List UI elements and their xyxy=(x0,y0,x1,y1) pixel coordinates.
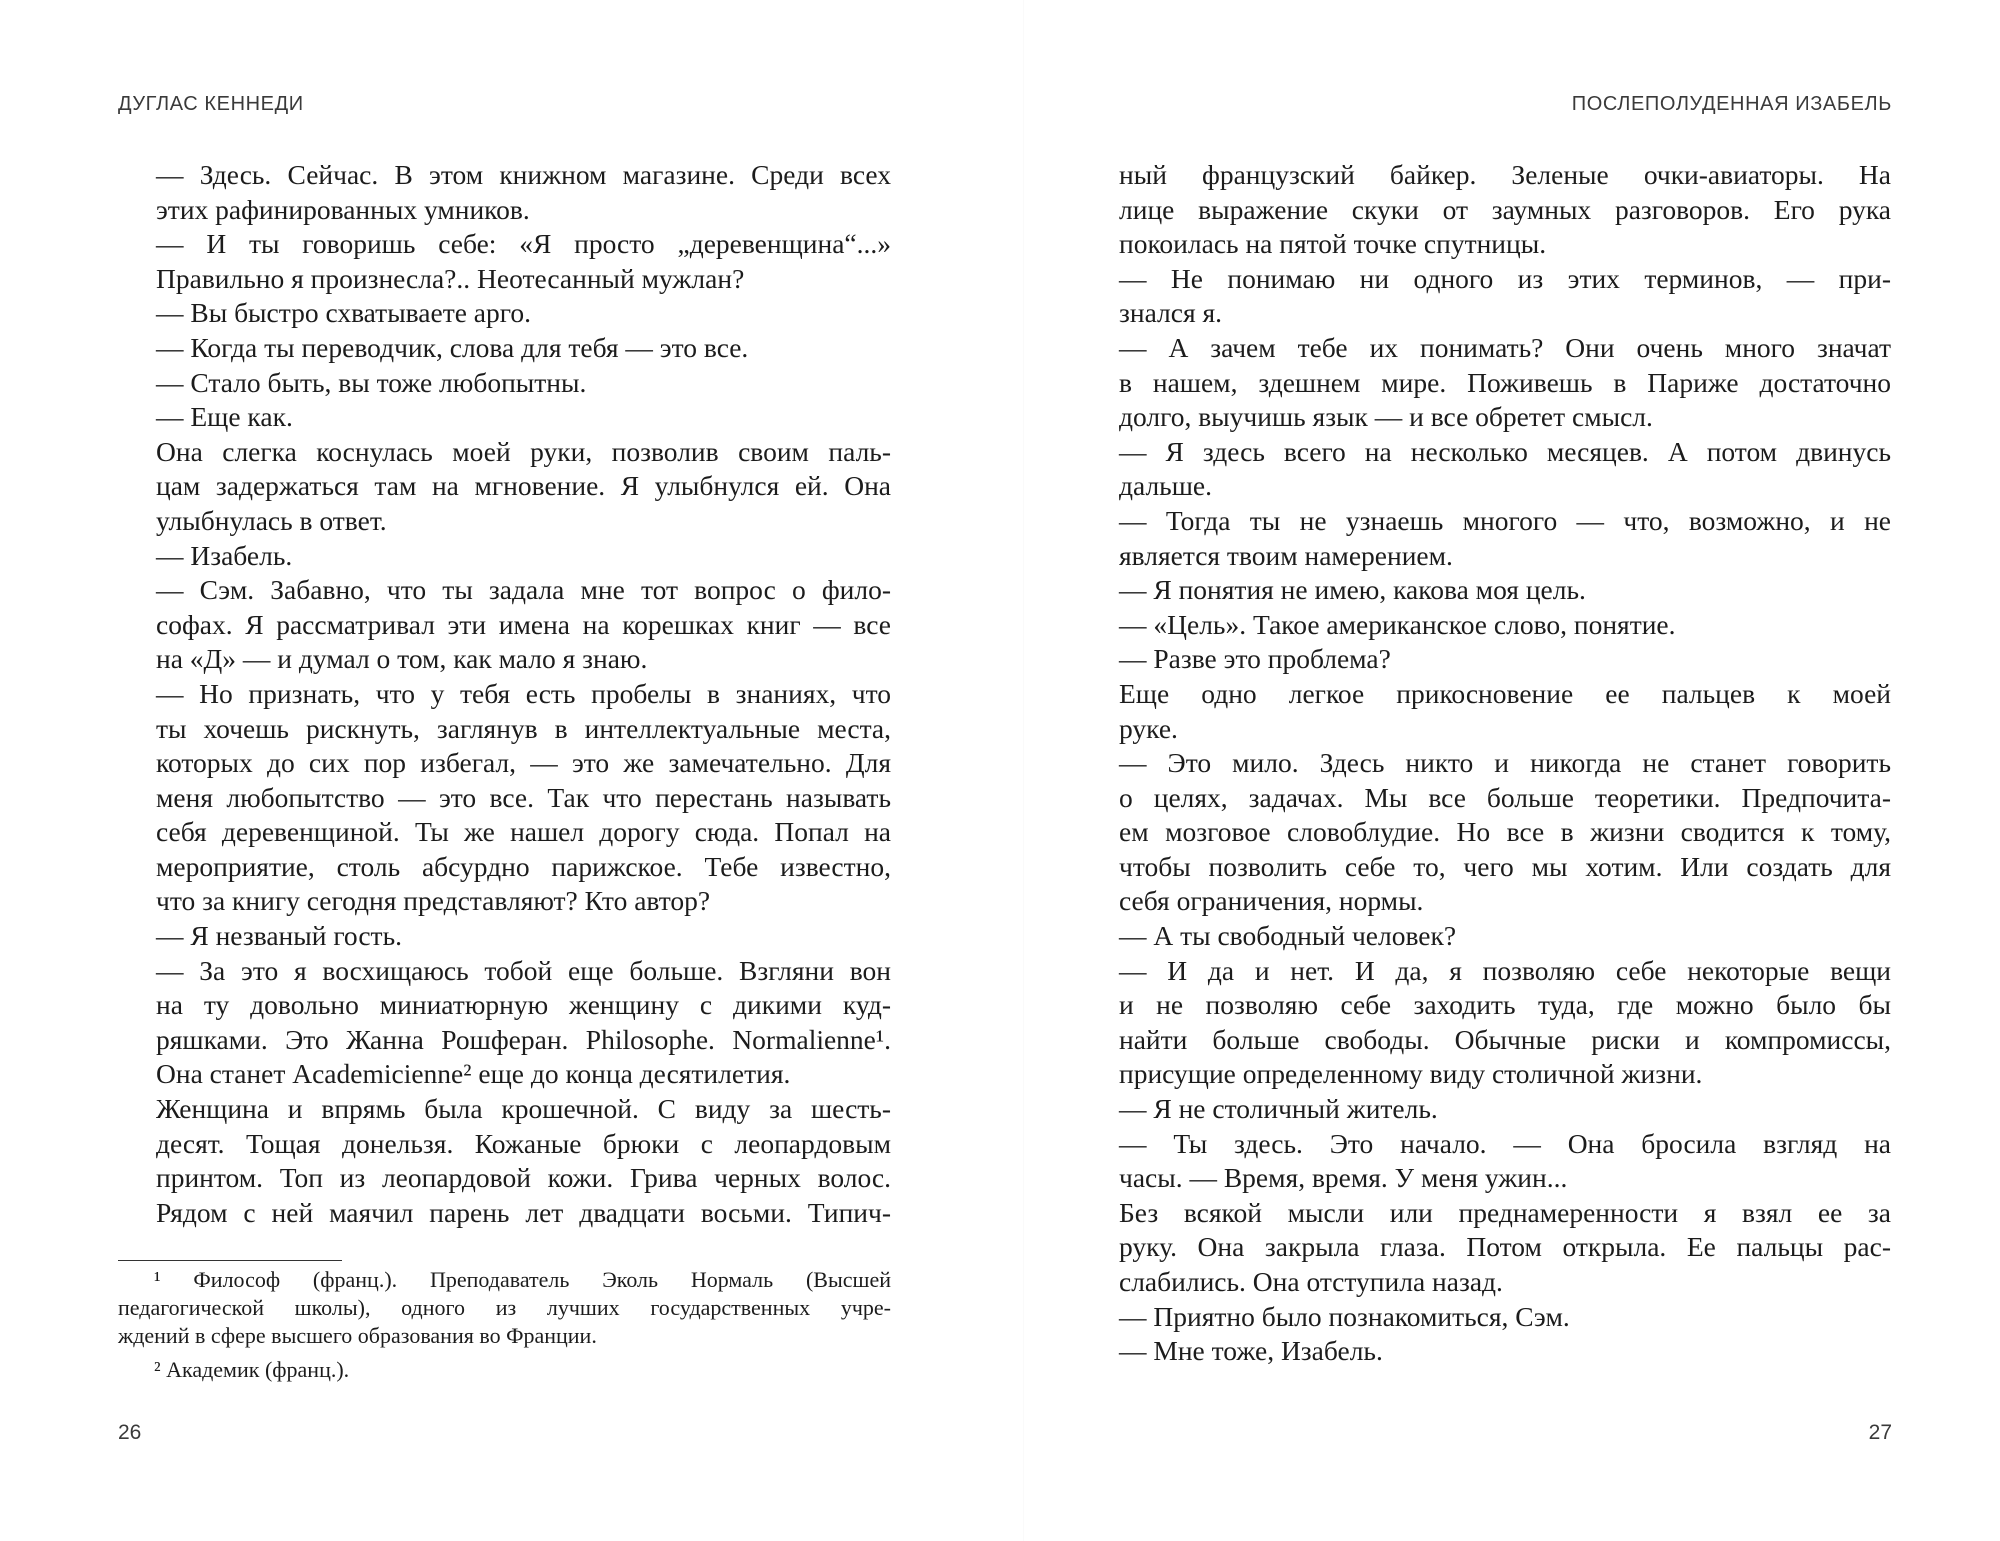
text-line: — Не понимаю ни одного из этих терминов, — при- xyxy=(1119,262,1891,294)
text-line: долго, выучишь язык — и все обретет смысл. xyxy=(1119,401,1653,433)
text-line: — За это я восхищаюсь тобой еще больше. Взгляни вон xyxy=(156,954,891,986)
right-page-body xyxy=(1119,158,1891,1369)
text-line: лице выражение скуки от заумных разговоров. Его рука xyxy=(1119,193,1891,225)
footnotes xyxy=(118,1266,891,1384)
text-line: — Разве это проблема? xyxy=(1119,643,1391,675)
text-line: ный французский байкер. Зеленые очки-авиаторы. На xyxy=(1119,159,1891,190)
text-line: что за книгу сегодня представляют? Кто автор? xyxy=(156,885,711,917)
footnote-rule xyxy=(118,1260,342,1261)
text-line: — Я понятия не имею, какова моя цель. xyxy=(1119,574,1586,606)
text-line: на «Д» — и думал о том, как мало я знаю. xyxy=(156,643,648,675)
text-line: — «Цель». Такое американское слово, понятие. xyxy=(1119,608,1676,640)
text-line: — Я здесь всего на несколько месяцев. А потом двинусь xyxy=(1119,435,1891,467)
text-line: — Еще как. xyxy=(156,401,293,433)
text-line: Женщина и впрямь была крошечной. С виду за шесть- xyxy=(156,1093,891,1125)
page-number-left: 26 xyxy=(118,1421,142,1444)
text-line: — Но признать, что у тебя есть пробелы в знаниях, что xyxy=(156,677,891,709)
text-line: себя ограничения, нормы. xyxy=(1119,885,1424,917)
text-line: и не позволяю себе заходить туда, где можно было бы xyxy=(1119,989,1891,1021)
text-line: цам задержаться там на мгновение. Я улыбнулся ей. Она xyxy=(156,470,891,502)
text-line: Правильно я произнесла?.. Неотесанный мужлан? xyxy=(156,262,745,294)
text-line: принтом. Топ из леопардовой кожи. Грива черных волос. xyxy=(156,1162,891,1194)
running-head-title: ПОСЛЕПОЛУДЕННАЯ ИЗАБЕЛЬ xyxy=(1571,93,1892,115)
text-line: которых до сих пор избегал, — это же замечательно. Для xyxy=(156,747,891,779)
running-head-author: ДУГЛАС КЕННЕДИ xyxy=(118,93,304,115)
text-line: — Сэм. Забавно, что ты задала мне тот вопрос о фило- xyxy=(156,574,891,606)
text-line: Она слегка коснулась моей руки, позволив своим паль- xyxy=(156,435,891,467)
text-line: — Вы быстро схватываете арго. xyxy=(156,297,531,329)
text-line: часы. — Время, время. У меня ужин... xyxy=(1119,1162,1568,1194)
footnote-line: ² Академик (франц.). xyxy=(154,1357,350,1382)
text-line: этих рафинированных умников. xyxy=(156,193,530,225)
left-page-body xyxy=(156,158,891,1230)
text-line: — Я не столичный житель. xyxy=(1119,1093,1438,1125)
footnote-line: педагогической школы), одного из лучших государственных учре- xyxy=(118,1295,891,1320)
text-line: слабились. Она отступила назад. xyxy=(1119,1266,1503,1297)
text-line: — Ты здесь. Это начало. — Она бросила взгляд на xyxy=(1119,1127,1891,1159)
text-line: меня любопытство — это все. Так что перестань называть xyxy=(156,781,891,813)
text-line: ем мозговое словоблудие. Но все в жизни сводится к тому, xyxy=(1119,816,1891,848)
text-line: — Приятно было познакомиться, Сэм. xyxy=(1119,1300,1570,1332)
text-line: в нашем, здешнем мире. Поживешь в Париже достаточно xyxy=(1119,366,1891,398)
text-line: руке. xyxy=(1119,712,1178,744)
text-line: — Мне тоже, Изабель. xyxy=(1119,1335,1383,1367)
text-line: чтобы позволить себе то, чего мы хотим. Или создать для xyxy=(1119,850,1891,882)
text-line: знался я. xyxy=(1119,297,1223,329)
text-line: — Когда ты переводчик, слова для тебя — это все. xyxy=(156,331,749,363)
text-line: себя деревенщиной. Ты же нашел дорогу сюда. Попал на xyxy=(156,816,891,848)
text-line: присущие определенному виду столичной жизни. xyxy=(1119,1058,1703,1090)
text-line: — Здесь. Сейчас. В этом книжном магазине. Среди всех xyxy=(156,159,891,190)
text-line: — Это мило. Здесь никто и никогда не станет говорить xyxy=(1119,747,1891,779)
text-line: покоилась на пятой точке спутницы. xyxy=(1119,228,1547,260)
page-number-right: 27 xyxy=(1868,1421,1892,1444)
text-line: — Стало быть, вы тоже любопытны. xyxy=(156,366,587,398)
text-line: мероприятие, столь абсурдно парижское. Тебе известно, xyxy=(156,850,891,882)
text-line: — А зачем тебе их понимать? Они очень много значат xyxy=(1119,331,1891,363)
text-line: руку. Она закрыла глаза. Потом открыла. Ее пальцы рас- xyxy=(1119,1231,1891,1263)
text-line: является твоим намерением. xyxy=(1119,539,1453,571)
text-line: — Я незваный гость. xyxy=(156,920,402,952)
text-line: Без всякой мысли или преднамеренности я взял ее за xyxy=(1119,1196,1891,1228)
text-line: дальше. xyxy=(1119,470,1212,502)
text-line: софах. Я рассматривал эти имена на корешках книг — все xyxy=(156,608,891,640)
text-line: ты хочешь рискнуть, заглянув в интеллектуальные места, xyxy=(156,712,891,744)
text-line: — И да и нет. И да, я позволяю себе некоторые вещи xyxy=(1119,954,1891,986)
text-line: Еще одно легкое прикосновение ее пальцев к моей xyxy=(1119,677,1891,709)
footnote-line: ¹ Философ (франц.). Преподаватель Эколь Нормаль (Высшей xyxy=(154,1267,891,1292)
text-line: о целях, задачах. Мы все больше теоретики. Предпочита- xyxy=(1119,781,1891,813)
text-line: — Изабель. xyxy=(156,539,293,571)
text-line: — А ты свободный человек? xyxy=(1119,920,1457,952)
text-line: — Тогда ты не узнаешь многого — что, возможно, и не xyxy=(1119,504,1891,536)
text-line: на ту довольно миниатюрную женщину с дикими куд- xyxy=(156,989,891,1021)
text-line: улыбнулась в ответ. xyxy=(156,504,387,536)
footnote-line: ждений в сфере высшего образования во Франции. xyxy=(118,1323,597,1348)
text-line: Она станет Academicienne² еще до конца десятилетия. xyxy=(156,1058,791,1090)
text-line: Рядом с ней маячил парень лет двадцати восьми. Типич- xyxy=(156,1196,891,1228)
text-line: найти больше свободы. Обычные риски и компромиссы, xyxy=(1119,1023,1891,1055)
text-line: — И ты говоришь себе: «Я просто „деревенщина“...» xyxy=(156,228,891,260)
right-page xyxy=(1000,0,2000,1541)
text-line: десят. Тощая донельзя. Кожаные брюки с леопардовым xyxy=(156,1127,891,1159)
text-line: ряшками. Это Жанна Рошферан. Philosophe. Normalienne¹. xyxy=(156,1023,891,1055)
